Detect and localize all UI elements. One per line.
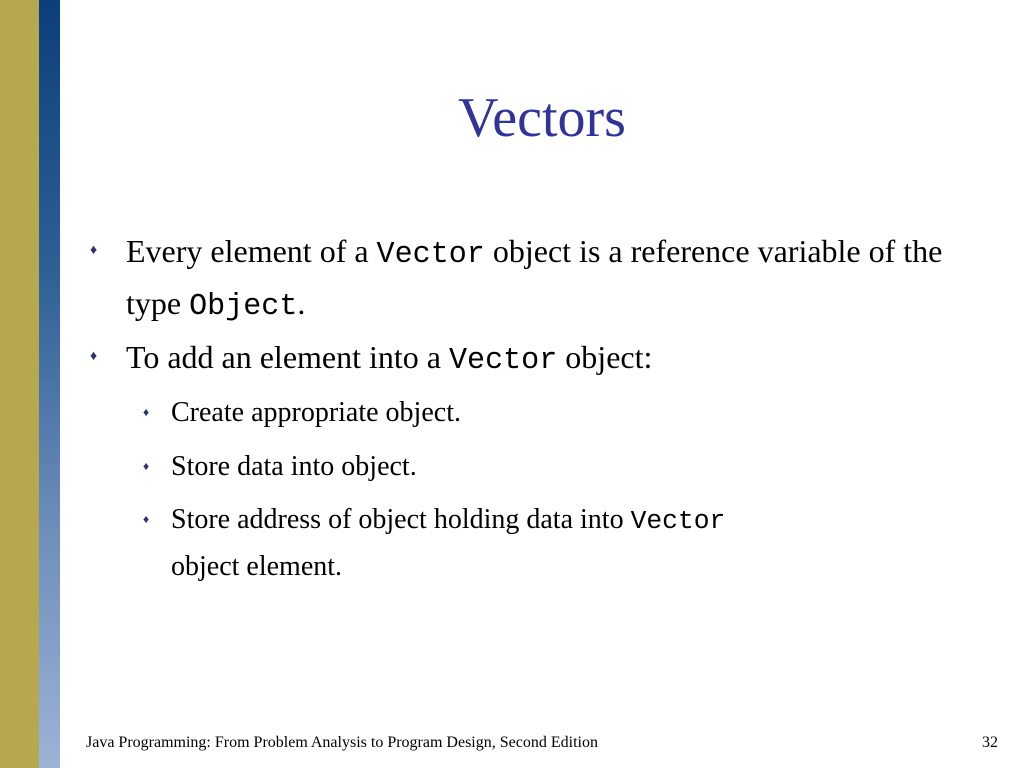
diamond-bullet-icon: ♦ xyxy=(90,243,98,258)
diamond-bullet-icon: ♦ xyxy=(143,459,150,473)
sub-bullet-text: Store address of object holding data into xyxy=(171,504,631,535)
sub-bullet-text: object element. xyxy=(171,551,343,582)
bullet-text: Every element of a xyxy=(126,233,377,269)
diamond-bullet-icon: ♦ xyxy=(143,405,150,419)
sub-bullet-1 xyxy=(143,390,951,435)
sub-bullet-text: Store data into object. xyxy=(171,451,417,482)
bullet-text: object is a reference variable of the type xyxy=(126,233,943,321)
page-number: 32 xyxy=(982,734,998,751)
code-term: Vector xyxy=(376,238,485,272)
bullet-2 xyxy=(90,333,946,385)
code-term: Object xyxy=(189,290,298,324)
bullet-1 xyxy=(90,227,946,331)
code-term: Vector xyxy=(448,344,558,378)
bullet-text: object: xyxy=(557,339,653,375)
diamond-bullet-icon: ♦ xyxy=(90,349,98,364)
slide-title: Vectors xyxy=(458,87,626,149)
diamond-bullet-icon: ♦ xyxy=(143,512,150,526)
bullet-text: To add an element into a xyxy=(126,339,449,375)
sub-bullet-text: Create appropriate object. xyxy=(171,397,461,428)
bullet-text: . xyxy=(297,285,306,321)
sub-bullet-3 xyxy=(143,497,951,589)
sub-bullet-2 xyxy=(143,444,951,489)
slide-footer: Java Programming: From Problem Analysis to Program Design, Second Edition xyxy=(86,734,598,751)
code-term: Vector xyxy=(630,506,726,536)
